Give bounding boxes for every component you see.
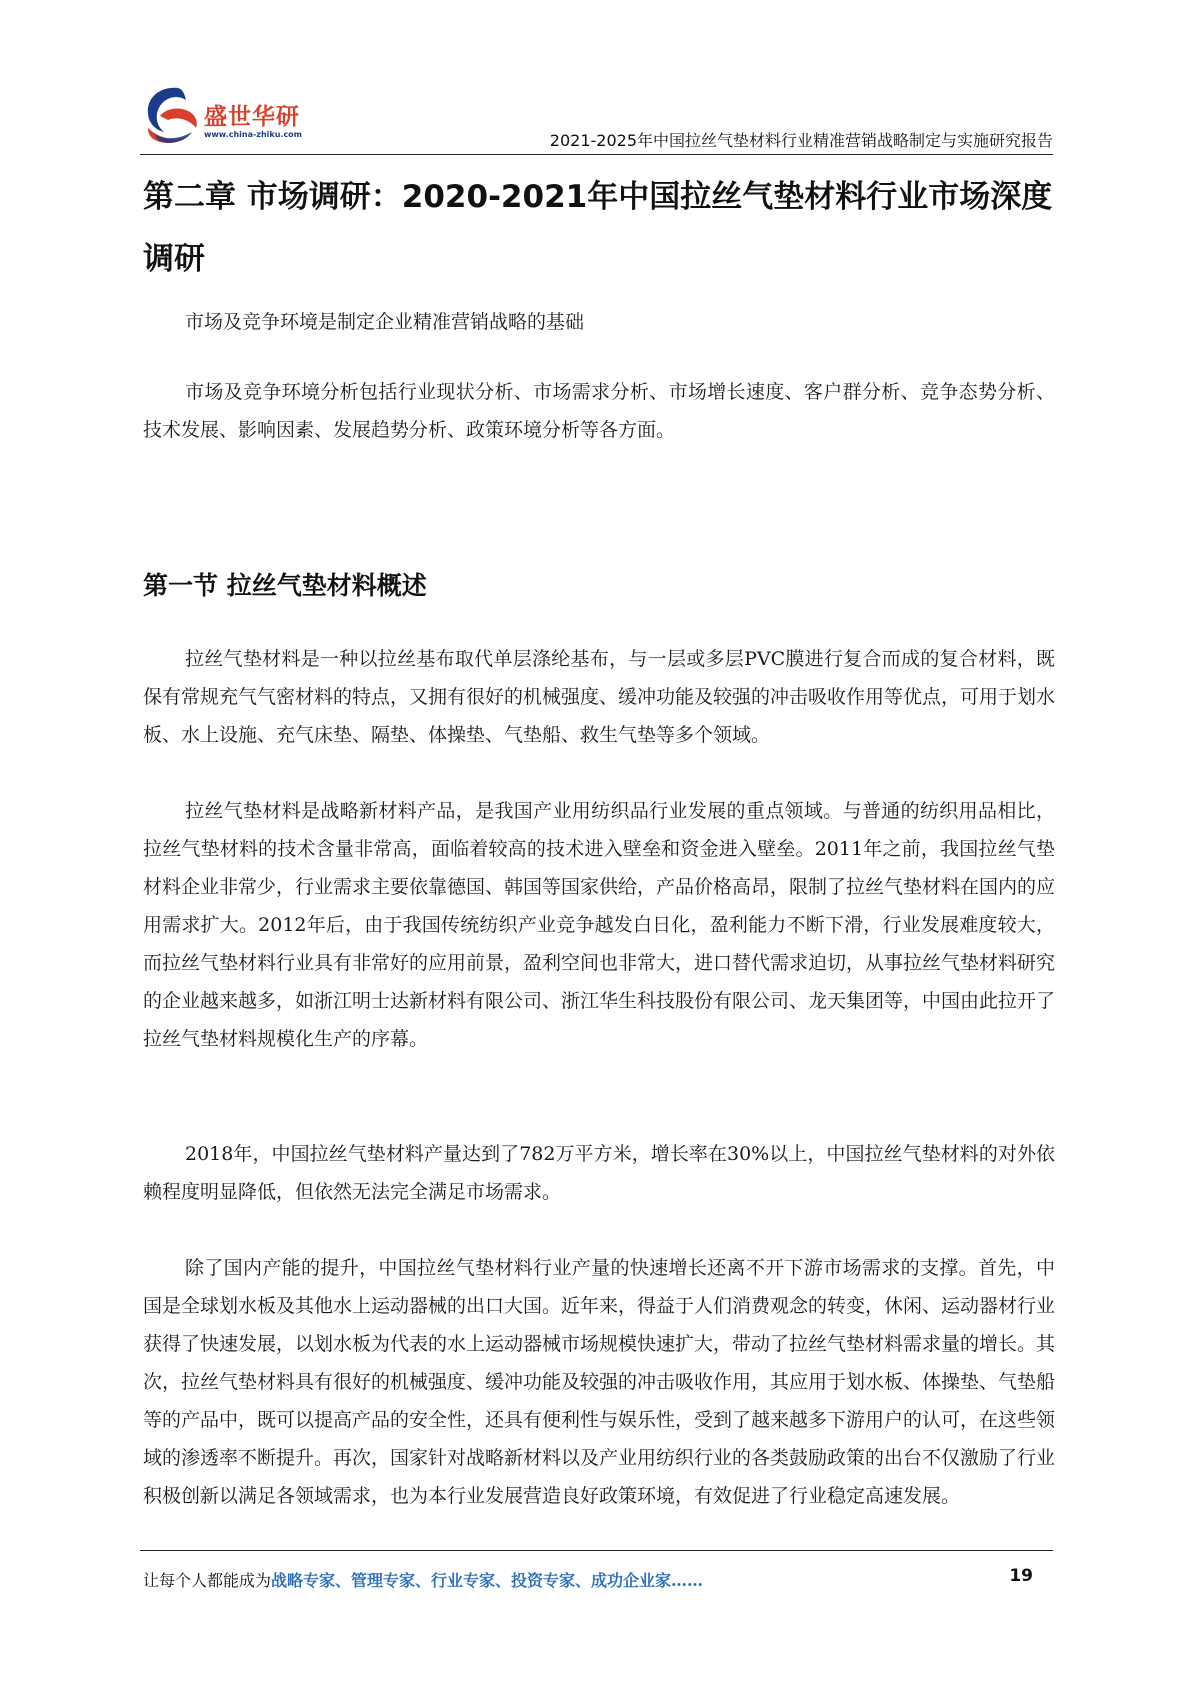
intro-paragraph-1: 市场及竞争环境是制定企业精准营销战略的基础 [185,311,585,333]
body-paragraph-1: 拉丝气垫材料是一种以拉丝基布取代单层涤纶基布，与一层或多层PVC膜进行复合而成的复合材料，既保有常规充气气密材料的特点，又拥有很好的机械强度、缓冲功能及较强的冲击吸收作用等优点，可用于划水板、水上设施、充气床垫、隔垫、体操垫、气垫船、救生气垫等多个领域。 [143,648,1056,746]
company-logo [140,82,310,150]
footer-slogan-prefix: 让每个人都能成为 [143,1571,272,1590]
logo-swirl-icon [140,82,210,148]
chapter-title: 第二章 市场调研：2020-2021年中国拉丝气垫材料行业市场深度调研 [143,179,1053,277]
footer-divider [140,1550,1053,1551]
page-number: 19 [1009,1566,1033,1586]
report-title: 2021-2025年中国拉丝气垫材料行业精准营销战略制定与实施研究报告 [549,131,1053,150]
header-divider [140,154,1053,155]
footer-slogan [143,1568,703,1591]
footer-slogan-highlight: 战略专家、管理专家、行业专家、投资专家、成功企业家…… [271,1571,704,1590]
body-paragraph-4: 除了国内产能的提升，中国拉丝气垫材料行业产量的快速增长还离不开下游市场需求的支撑。首先，中国是全球划水板及其他水上运动器械的出口大国。近年来，得益于人们消费观念的转变，休闲、运动器材行业获得了快速发展，以划水板为代表的水上运动器械市场规模快速扩大，带动了拉丝气垫材料需求量的增长。其次，拉丝气垫材料具有很好的机械强度、缓冲功能及较强的冲击吸收作用，其应用于划水板、体操垫、气垫船等的产品中，既可以提高产品的安全性，还具有便利性与娱乐性，受到了越来越多下游用户的认可，在这些领域的渗透率不断提升。再次，国家针对战略新材料以及产业用纺织行业的各类鼓励政策的出台不仅激励了行业积极创新以满足各领域需求，也为本行业发展营造良好政策环境，有效促进了行业稳定高速发展。 [143,1257,1056,1507]
intro-paragraph-2: 市场及竞争环境分析包括行业现状分析、市场需求分析、市场增长速度、客户群分析、竞争态势分析、技术发展、影响因素、发展趋势分析、政策环境分析等各方面。 [143,381,1055,441]
logo-name: 盛世华研 [204,104,300,130]
body-paragraph-2: 拉丝气垫材料是战略新材料产品，是我国产业用纺织品行业发展的重点领域。与普通的纺织用品相比，拉丝气垫材料的技术含量非常高，面临着较高的技术进入壁垒和资金进入壁垒。2011年之前，我国拉丝气垫材料企业非常少，行业需求主要依靠德国、韩国等国家供给，产品价格高昂，限制了拉丝气垫材料在国内的应用需求扩大。2012年后，由于我国传统纺织产业竞争越发白日化，盈利能力不断下滑，行业发展难度较大，而拉丝气垫材料行业具有非常好的应用前景，盈利空间也非常大，进口替代需求迫切，从事拉丝气垫材料研究的企业越来越多，如浙江明士达新材料有限公司、浙江华生科技股份有限公司、龙天集团等，中国由此拉开了拉丝气垫材料规模化生产的序幕。 [143,800,1056,1050]
logo-url: www.china-zhiku.com [204,130,303,139]
section-title: 第一节 拉丝气垫材料概述 [143,571,427,600]
body-paragraph-3: 2018年，中国拉丝气垫材料产量达到了782万平方米，增长率在30%以上，中国拉丝气垫材料的对外依赖程度明显降低，但依然无法完全满足市场需求。 [143,1143,1055,1203]
